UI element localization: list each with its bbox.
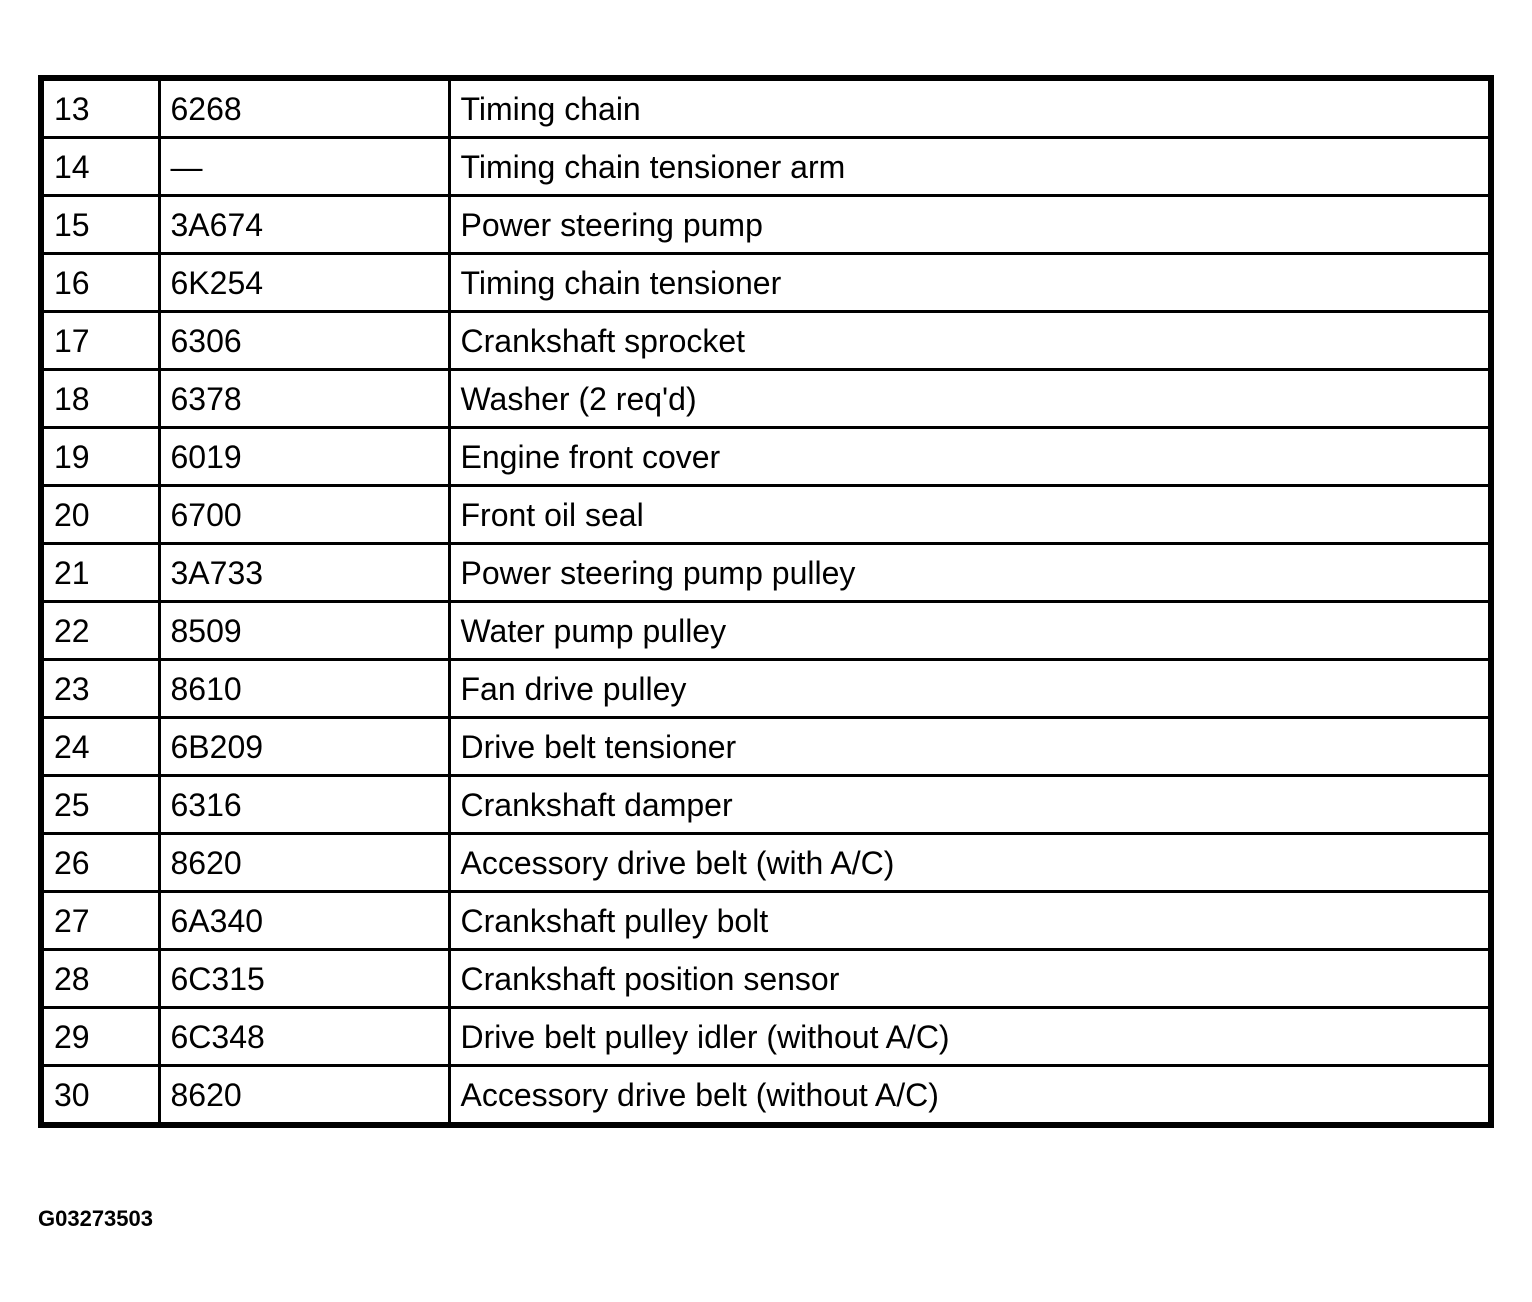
description-cell: Engine front cover: [449, 428, 1491, 486]
part-number-cell: 6C348: [159, 1008, 449, 1066]
part-number-cell: 6378: [159, 370, 449, 428]
item-number-cell: 16: [41, 254, 159, 312]
description-cell: Drive belt tensioner: [449, 718, 1491, 776]
description-cell: Timing chain tensioner arm: [449, 138, 1491, 196]
part-number-cell: 8509: [159, 602, 449, 660]
description-cell: Water pump pulley: [449, 602, 1491, 660]
description-cell: Front oil seal: [449, 486, 1491, 544]
item-number-cell: 18: [41, 370, 159, 428]
item-number-cell: 17: [41, 312, 159, 370]
part-number-cell: 6A340: [159, 892, 449, 950]
part-number-cell: 6306: [159, 312, 449, 370]
part-number-cell: 6700: [159, 486, 449, 544]
item-number-cell: 26: [41, 834, 159, 892]
part-number-cell: 6019: [159, 428, 449, 486]
part-number-cell: 8620: [159, 1066, 449, 1126]
part-number-cell: —: [159, 138, 449, 196]
table-row: [41, 892, 1491, 950]
part-number-cell: 6268: [159, 78, 449, 138]
item-number-cell: 20: [41, 486, 159, 544]
item-number-cell: 25: [41, 776, 159, 834]
description-cell: Accessory drive belt (with A/C): [449, 834, 1491, 892]
part-number-cell: 6C315: [159, 950, 449, 1008]
item-number-cell: 19: [41, 428, 159, 486]
description-cell: Drive belt pulley idler (without A/C): [449, 1008, 1491, 1066]
parts-table: [38, 75, 1494, 1128]
description-cell: Washer (2 req'd): [449, 370, 1491, 428]
description-cell: Crankshaft sprocket: [449, 312, 1491, 370]
table-row: [41, 428, 1491, 486]
item-number-cell: 23: [41, 660, 159, 718]
table-row: [41, 544, 1491, 602]
description-cell: Crankshaft position sensor: [449, 950, 1491, 1008]
description-cell: Power steering pump pulley: [449, 544, 1491, 602]
table-row: [41, 138, 1491, 196]
item-number-cell: 29: [41, 1008, 159, 1066]
table-row: [41, 950, 1491, 1008]
table-row: [41, 1008, 1491, 1066]
table-row: [41, 776, 1491, 834]
table-row: [41, 1066, 1491, 1126]
figure-code: G03273503: [38, 1206, 153, 1231]
part-number-cell: 3A674: [159, 196, 449, 254]
table-row: [41, 602, 1491, 660]
table-row: [41, 486, 1491, 544]
item-number-cell: 27: [41, 892, 159, 950]
part-number-cell: 3A733: [159, 544, 449, 602]
table-row: [41, 660, 1491, 718]
item-number-cell: 21: [41, 544, 159, 602]
description-cell: Timing chain tensioner: [449, 254, 1491, 312]
item-number-cell: 22: [41, 602, 159, 660]
item-number-cell: 28: [41, 950, 159, 1008]
part-number-cell: 8620: [159, 834, 449, 892]
table-row: [41, 78, 1491, 138]
item-number-cell: 30: [41, 1066, 159, 1126]
part-number-cell: 6316: [159, 776, 449, 834]
description-cell: Crankshaft damper: [449, 776, 1491, 834]
item-number-cell: 13: [41, 78, 159, 138]
part-number-cell: 6K254: [159, 254, 449, 312]
table-row: [41, 370, 1491, 428]
item-number-cell: 24: [41, 718, 159, 776]
description-cell: Fan drive pulley: [449, 660, 1491, 718]
table-row: [41, 834, 1491, 892]
table-row: [41, 312, 1491, 370]
description-cell: Power steering pump: [449, 196, 1491, 254]
description-cell: Accessory drive belt (without A/C): [449, 1066, 1491, 1126]
table-row: [41, 196, 1491, 254]
item-number-cell: 14: [41, 138, 159, 196]
part-number-cell: 6B209: [159, 718, 449, 776]
table-row: [41, 718, 1491, 776]
table-row: [41, 254, 1491, 312]
description-cell: Timing chain: [449, 78, 1491, 138]
part-number-cell: 8610: [159, 660, 449, 718]
description-cell: Crankshaft pulley bolt: [449, 892, 1491, 950]
parts-table-body: [41, 78, 1491, 1125]
item-number-cell: 15: [41, 196, 159, 254]
